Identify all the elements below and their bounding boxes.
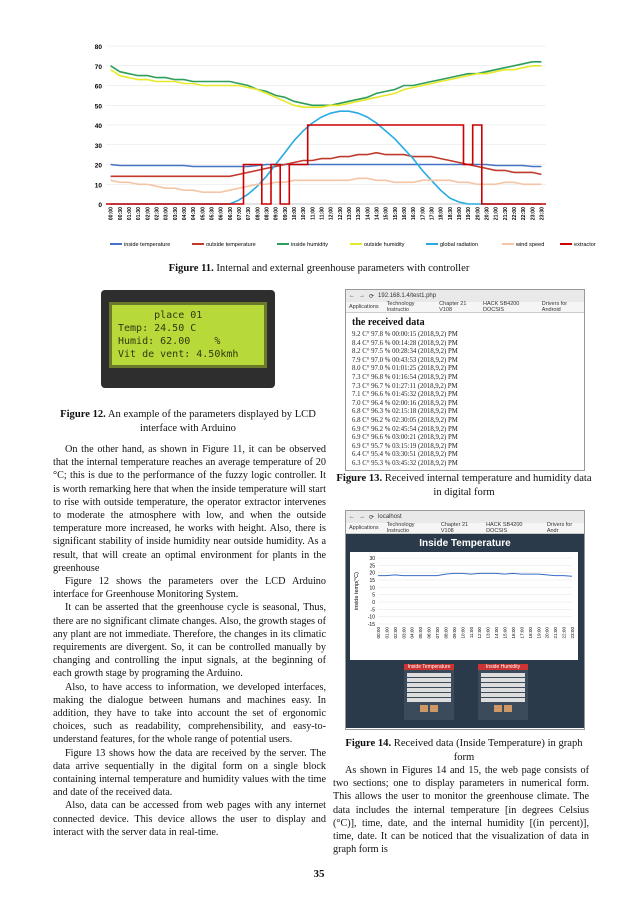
reload-icon: ⟳ (369, 514, 375, 521)
back-icon: ← (349, 293, 355, 299)
received-data-heading: the received data (352, 317, 425, 328)
temperature-panel (404, 664, 454, 720)
x-tick-label: 16:00 (510, 627, 516, 639)
received-data-row: 6.9 C° 96.6 % 03:00:21 (2018,9,2) PM (352, 434, 458, 442)
bookmark: HACK SB4200 DOCSIS (482, 301, 520, 313)
legend-label: inside humidity (291, 242, 328, 248)
x-tick-label: 13:30 (356, 207, 363, 221)
x-tick-label: 22:30 (521, 207, 528, 221)
x-tick-label: 09:00 (451, 627, 457, 639)
received-data-row: 8.0 C° 97.0 % 01:01:25 (2018,9,2) PM (352, 365, 458, 373)
lcd-screen (109, 302, 267, 368)
next-page-button[interactable] (430, 705, 438, 712)
legend-label: extractor (574, 242, 596, 248)
x-tick-label: 04:30 (191, 207, 198, 221)
x-tick-label: 20:30 (484, 207, 491, 221)
x-tick-label: 07:00 (236, 207, 243, 221)
received-data-row: 6.8 C° 96.3 % 02:15:18 (2018,9,2) PM (352, 408, 458, 416)
paragraph: As shown in Figures 14 and 15, the web page consists of two sections; one to display parameters in numerical form. This allows the user to monitor the greenhouse climate. The data includes the internal temperature [in degrees Celsius (°C)], time, date, and the internal humidity [(in percent)], time, date. It can be noticed that the visualization of data in graph form is (333, 765, 589, 856)
x-tick-label: 00:30 (117, 207, 124, 221)
y-tick-label: 50 (94, 103, 102, 111)
panel-title: Inside Temperature (404, 664, 454, 670)
lcd-photo (101, 290, 275, 388)
caption-text: Received data (Inside Temperature) in graph form (391, 738, 583, 763)
x-tick-label: 17:00 (519, 627, 525, 639)
x-tick-label: 23:00 (570, 627, 575, 639)
x-tick-label: 14:00 (365, 207, 372, 221)
paragraph: Figure 12 shows the parameters over the LCD Arduino interface for Greenhouse Monitoring System. (53, 576, 326, 601)
x-tick-label: 05:00 (200, 207, 207, 221)
figure-14-browser (345, 510, 585, 730)
legend-label: wind speed (516, 242, 545, 248)
x-tick-label: 18:30 (447, 207, 454, 221)
x-tick-label: 14:30 (374, 207, 381, 221)
panel-title: Inside Humidity (478, 664, 528, 670)
dashboard (346, 534, 584, 728)
inside-temperature-chart (350, 552, 578, 660)
received-data-row: 7.0 C° 96.4 % 02:00:16 (2018,9,2) PM (352, 399, 458, 407)
y-tick-label: 30 (369, 556, 375, 562)
lcd-line: place 01 (118, 310, 203, 321)
paragraph: Also, to have access to information, we developed interfaces, making the dialogue between humans and machines easy. In addition, they have to take into account the set of ergonomic choices, such as readability, comprehensibility, and easy-to-understand features, for the whole range of potential users. (53, 681, 326, 746)
y-tick-label: 40 (94, 123, 102, 130)
bookmark: Applications (349, 525, 379, 531)
y-tick-label: 10 (369, 585, 375, 592)
reload-icon: ⟳ (369, 293, 375, 300)
x-tick-label: 10:00 (460, 627, 466, 639)
bookmark: Chapter 21 V108 (439, 301, 467, 313)
received-data-row: 9.2 C° 97.8 % 00:00:15 (2018,9,2) PM (352, 331, 458, 338)
next-page-button[interactable] (504, 705, 512, 712)
x-tick-label: 04:00 (409, 627, 415, 639)
y-tick-label: 15 (369, 578, 375, 584)
url-text: 192.168.1.4/test1.php (378, 293, 437, 299)
x-tick-label: 19:30 (466, 207, 473, 221)
x-tick-label: 10:00 (291, 207, 298, 221)
received-data-row: 6.9 C° 96.2 % 02:45:54 (2018,9,2) PM (352, 425, 458, 433)
received-data-row: 7.3 C° 96.8 % 01:16:54 (2018,9,2) PM (352, 373, 458, 381)
x-tick-label: 17:30 (429, 207, 436, 221)
legend-label: inside temperature (124, 242, 171, 248)
lcd-line: Humid: 62.00 % (118, 336, 221, 347)
x-tick-label: 03:00 (401, 627, 407, 639)
received-data-row: 6.3 C° 95.3 % 03:45:32 (2018,9,2) PM (352, 459, 458, 467)
received-data-row: 8.2 C° 97.5 % 00:28:34 (2018,9,2) PM (352, 348, 458, 356)
page-number: 35 (313, 868, 325, 880)
x-tick-label: 08:00 (443, 627, 449, 639)
series-line-outside-humidity (111, 66, 542, 107)
caption-text: Received internal temperature and humidity data in digital form (382, 473, 592, 498)
x-tick-label: 03:30 (172, 207, 179, 221)
x-tick-label: 21:00 (493, 207, 500, 221)
x-tick-label: 09:00 (273, 207, 280, 221)
y-tick-label: 80 (94, 44, 102, 51)
x-tick-label: 06:30 (227, 207, 234, 221)
back-icon: ← (349, 514, 355, 520)
chart-background (350, 552, 578, 660)
x-tick-label: 08:00 (255, 207, 262, 221)
figure-11-caption (60, 262, 578, 276)
bookmark: Drivers for Android (541, 301, 568, 313)
x-tick-label: 01:30 (136, 207, 143, 221)
x-tick-label: 01:00 (126, 207, 133, 221)
x-tick-label: 03:00 (163, 207, 170, 221)
figure-12-caption (50, 408, 326, 436)
x-tick-label: 02:30 (154, 207, 161, 221)
x-tick-label: 08:30 (264, 207, 271, 221)
caption-label: Figure 14. (345, 738, 392, 749)
x-tick-label: 20:00 (544, 627, 550, 639)
received-data-row: 6.4 C° 95.4 % 03:30:51 (2018,9,2) PM (352, 451, 458, 459)
x-tick-label: 21:00 (553, 627, 559, 639)
y-tick-label: 30 (94, 142, 102, 150)
received-data-row: 6.8 C° 96.2 % 02:30:05 (2018,9,2) PM (352, 416, 458, 424)
x-tick-label: 20:00 (475, 207, 482, 221)
x-tick-label: 14:00 (494, 627, 500, 639)
dashboard-title: Inside Temperature (419, 538, 511, 549)
x-tick-label: 13:00 (346, 207, 353, 221)
caption-text: Internal and external greenhouse parameters with controller (213, 263, 470, 274)
bookmark: HACK SB4200 DOCSIS (486, 522, 523, 534)
lcd-line: Vit de vent: 4.50kmh (118, 349, 239, 360)
x-tick-label: 06:00 (218, 207, 225, 221)
x-tick-label: 02:00 (145, 207, 152, 221)
bookmark: Drivers for Andr (546, 522, 573, 534)
legend-label: global radiation (440, 242, 478, 248)
y-tick-label: 20 (94, 162, 102, 170)
x-tick-label: 15:00 (502, 627, 508, 639)
y-tick-label: 10 (94, 182, 102, 190)
bookmark: Technology Instructio (386, 522, 415, 534)
url-text: localhost (378, 514, 402, 520)
x-tick-label: 19:00 (536, 627, 542, 639)
caption-text: An example of the parameters displayed by LCD interface with Arduino (105, 409, 316, 434)
x-tick-label: 23:30 (539, 207, 546, 221)
x-tick-label: 09:30 (282, 207, 289, 221)
received-data-row: 8.4 C° 97.6 % 00:14:28 (2018,9,2) PM (352, 339, 458, 347)
caption-label: Figure 13. (336, 473, 383, 484)
x-tick-label: 23:00 (530, 207, 537, 221)
x-tick-label: 11:00 (310, 207, 317, 220)
bookmarks-bar (346, 523, 584, 534)
received-data-row: 7.3 C° 96.7 % 01:27:11 (2018,9,2) PM (352, 382, 458, 390)
right-column-text (333, 764, 589, 856)
y-tick-label: 70 (94, 63, 102, 71)
y-tick-label: -15 (367, 622, 375, 628)
x-tick-label: 22:00 (561, 627, 567, 639)
bookmark: Applications (349, 304, 379, 310)
x-tick-label: 22:00 (511, 207, 518, 221)
received-data-row: 7.1 C° 96.6 % 01:45:32 (2018,9,2) PM (352, 391, 458, 399)
x-tick-label: 16:30 (411, 207, 418, 221)
series-line-inside-humidity (111, 62, 542, 106)
x-tick-label: 12:00 (328, 206, 335, 221)
x-tick-label: 18:00 (438, 207, 445, 221)
x-tick-label: 04:00 (181, 207, 188, 221)
x-tick-label: 13:00 (485, 627, 491, 639)
y-tick-label: 20 (369, 570, 375, 577)
y-tick-label: 25 (369, 563, 375, 570)
x-tick-label: 07:30 (246, 207, 253, 221)
bookmark: Chapter 21 V108 (440, 522, 469, 534)
y-tick-label: 0 (98, 202, 102, 209)
x-tick-label: 02:00 (392, 627, 398, 639)
x-tick-label: 05:00 (418, 627, 424, 639)
legend-label: outside temperature (206, 242, 256, 248)
x-tick-label: 01:00 (384, 627, 390, 639)
caption-label: Figure 11. (168, 263, 214, 274)
bookmark: Technology Instructio (386, 301, 415, 313)
x-tick-label: 15:00 (383, 207, 390, 221)
received-data-row: 7.9 C° 97.0 % 00:43:53 (2018,9,2) PM (352, 356, 458, 364)
received-data-row: 6.9 C° 95.7 % 03:15:19 (2018,9,2) PM (352, 442, 458, 450)
y-tick-label: 5 (372, 592, 375, 599)
paragraph: On the other hand, as shown in Figure 11, it can be observed that the internal temperature reaches an average temperature of 20 °C; this is due to the performance of the fuzzy logic controller. It is worth remarking here that when the inside temperature will start to rise with outside temperature, the operator extractor intervenes to moderate the atmosphere with low, and when the outside temperature more increased, he works with height. Also, there is significant stability of inside humidity near outside humidity. As a result, that will create an optimal environment for plants in the greenhouse (53, 444, 326, 574)
x-tick-label: 16:00 (401, 207, 408, 221)
forward-icon: → (359, 293, 365, 299)
forward-icon: → (359, 514, 365, 520)
x-tick-label: 06:00 (426, 627, 432, 639)
y-axis-label: inside temp(°C) (354, 572, 360, 610)
y-tick-label: 60 (94, 83, 102, 91)
caption-label: Figure 12. (60, 409, 106, 420)
y-tick-label: -5 (370, 607, 375, 614)
bookmarks-bar (346, 302, 584, 313)
received-data-list (352, 331, 578, 469)
x-tick-label: 07:00 (435, 627, 441, 639)
x-tick-label: 05:30 (209, 207, 216, 221)
figure-11-chart (88, 40, 596, 252)
x-tick-label: 10:30 (301, 207, 308, 221)
x-tick-label: 17:00 (420, 207, 427, 221)
x-tick-label: 19:00 (456, 207, 463, 221)
x-tick-label: 00:00 (108, 207, 115, 221)
x-tick-label: 21:30 (502, 207, 509, 221)
x-tick-label: 11:30 (319, 207, 326, 220)
x-tick-label: 00:00 (376, 627, 381, 639)
prev-page-button[interactable] (420, 705, 428, 712)
paragraph: It can be asserted that the greenhouse cycle is seasonal, Thus, there are no significant climate changes. Also, the growth stages of any plant are not immediate. Therefore, the changes in its climatic requirements are divergent. So, it can be controlled manually by changing and controlling the input signals, at the beginning of each growth stage by programing the Arduino. (53, 602, 326, 680)
x-tick-label: 18:00 (527, 627, 533, 639)
lcd-line: Temp: 24.50 C (118, 323, 197, 334)
x-tick-label: 15:30 (392, 207, 399, 221)
y-tick-label: 0 (372, 600, 375, 606)
figure-13-browser (345, 289, 585, 471)
series-line-wind-speed (111, 178, 542, 192)
prev-page-button[interactable] (494, 705, 502, 712)
paragraph: Also, data can be accessed from web pages with any internet connected device. This device allows the user to display and interact with the server data in real-time. (53, 800, 326, 838)
x-tick-label: 12:00 (477, 627, 483, 639)
humidity-panel (478, 664, 528, 720)
paragraph: Figure 13 shows how the data are received by the server. The data arrive sequentially in the digital form on a single block containing internal temperature and humidity values with the time and date of the received data. (53, 747, 326, 799)
legend-label: outside humidity (364, 242, 405, 248)
left-column-text (53, 443, 326, 839)
y-tick-label: -10 (367, 614, 375, 621)
figure-14-caption (335, 737, 593, 765)
x-tick-label: 12:30 (337, 207, 344, 221)
figure-13-caption (335, 472, 593, 500)
x-tick-label: 11:00 (468, 627, 474, 639)
